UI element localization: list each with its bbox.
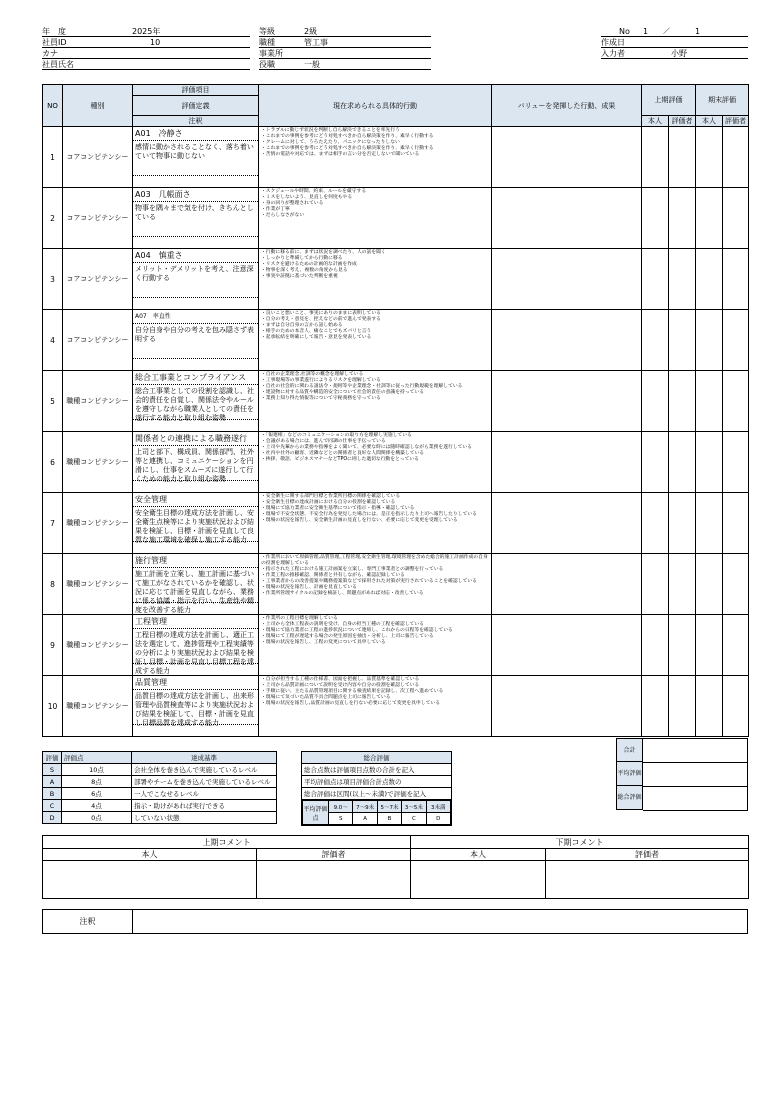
role-row bbox=[259, 59, 431, 70]
table-row bbox=[43, 188, 749, 249]
rating-grade: D bbox=[43, 812, 62, 824]
entry-row bbox=[601, 48, 748, 59]
row-item bbox=[133, 188, 259, 249]
rating-h-grade: 評価 bbox=[43, 752, 62, 764]
row-item bbox=[133, 310, 259, 371]
row-kind: コアコンピテンシー bbox=[63, 310, 133, 371]
no-slash: ／ bbox=[663, 27, 670, 35]
row-item bbox=[133, 432, 259, 493]
row-first-self[interactable] bbox=[642, 188, 669, 249]
summary-box bbox=[301, 751, 452, 826]
item-definition: 自分自身や自分の考えを包み隠さず表明する bbox=[135, 326, 254, 343]
row-first-evaluator[interactable] bbox=[669, 615, 696, 676]
rating-points: 8点 bbox=[62, 776, 132, 788]
col-def: 評価定義 bbox=[133, 96, 259, 116]
row-last-self[interactable] bbox=[696, 432, 723, 493]
rating-points: 6点 bbox=[62, 788, 132, 800]
comments-table bbox=[42, 835, 749, 899]
row-last-evaluator[interactable] bbox=[723, 432, 749, 493]
name-row bbox=[42, 59, 250, 70]
col-first-self: 本人 bbox=[642, 116, 669, 127]
header-left bbox=[42, 26, 250, 70]
avg-grade: A bbox=[353, 813, 377, 825]
row-first-evaluator[interactable] bbox=[669, 249, 696, 310]
item-title: A04 慎重さ bbox=[133, 249, 258, 263]
item-definition: 物事を隅々まで気を付け、きちんとしている bbox=[135, 204, 254, 221]
item-title: A01 冷静さ bbox=[133, 127, 258, 141]
item-title: 工程管理 bbox=[133, 615, 258, 629]
col-last-eval: 期末評価 bbox=[696, 85, 749, 116]
item-title: 安全管理 bbox=[133, 493, 258, 507]
row-value-behavior[interactable] bbox=[492, 371, 642, 432]
row-value-behavior[interactable] bbox=[492, 554, 642, 615]
rating-h-criteria: 達成基準 bbox=[132, 752, 277, 764]
total-value[interactable] bbox=[643, 739, 747, 763]
rating-criteria: 一人でこなせるレベル bbox=[132, 788, 277, 800]
row-value-behavior[interactable] bbox=[492, 615, 642, 676]
rating-points: 4点 bbox=[62, 800, 132, 812]
item-title: 総合工事業とコンプライアンス bbox=[133, 371, 258, 385]
row-current-behaviors: ・スケジュールや時間、約束、ルールを厳守する ・ミスをしないよう、見直しを何度もやる ・身の回りが整理されている ・作業が丁寧 ・だらしなさがない bbox=[259, 188, 492, 249]
last-self-comment[interactable] bbox=[411, 861, 546, 899]
year-row bbox=[42, 26, 250, 37]
job-label: 職種 bbox=[259, 38, 275, 47]
row-first-self[interactable] bbox=[642, 676, 669, 737]
row-value-behavior[interactable] bbox=[492, 310, 642, 371]
avg-label: 平均評価点 bbox=[303, 801, 329, 825]
row-value-behavior[interactable] bbox=[492, 676, 642, 737]
row-last-evaluator[interactable] bbox=[723, 249, 749, 310]
row-first-self[interactable] bbox=[642, 249, 669, 310]
table-row bbox=[43, 493, 749, 554]
row-no: 5 bbox=[43, 371, 63, 432]
rating-criteria: 指示・助けがあれば実行できる bbox=[132, 800, 277, 812]
item-title: 関係者との連携による職務遂行 bbox=[133, 432, 258, 446]
row-current-behaviors: ・作業所において原価管理,品質管理,工程管理,安全衛生管理,環境管理を含めた総合的施工計画作成の自身の役割を理解している ・指示された工程における施工計画案を立案し、専門工事業者との調整を行っている ・作業工程の推移確認、関係者と共有しながら、確認記録している ・工事業者からの改善提案や職務提案策などで採用された対策が実行されていることを確認している ・現場の状況を報告し、計画を見直している ・作業所管理サイクルの記録を検証し、問題点があれば対応・改善している bbox=[259, 554, 492, 615]
item-title: 品質管理 bbox=[133, 676, 258, 690]
summary-line-1: 総合点数は評価項目点数の合計を記入 bbox=[302, 764, 451, 776]
rating-criteria: 会社全体を巻き込んで実施しているレベル bbox=[132, 764, 277, 776]
avg-grade: C bbox=[402, 813, 426, 825]
avg-grade: S bbox=[329, 813, 353, 825]
row-no: 6 bbox=[43, 432, 63, 493]
score-side-values bbox=[643, 738, 748, 811]
rating-points: 10点 bbox=[62, 764, 132, 776]
table-row bbox=[43, 310, 749, 371]
row-item bbox=[133, 493, 259, 554]
row-first-self[interactable] bbox=[642, 554, 669, 615]
average-label: 平均評価 bbox=[616, 762, 643, 786]
table-row bbox=[43, 615, 749, 676]
name-label: 社員氏名 bbox=[42, 60, 74, 69]
rating-row bbox=[43, 788, 277, 800]
row-item bbox=[133, 249, 259, 310]
year-value: 2025年 bbox=[132, 27, 161, 36]
row-first-evaluator[interactable] bbox=[669, 188, 696, 249]
row-last-evaluator[interactable] bbox=[723, 676, 749, 737]
row-first-self[interactable] bbox=[642, 493, 669, 554]
row-current-behaviors: ・作業所の工程目標を理解している ・上司から全体工程表の説明を受け、自身の担当工種の工程を確認している ・現場にて協力業者に工程の進捗状況について連絡し、これからの日程等を確認している ・現場にて工程が遅延する場合の発生原因を抽出・分析し、上司に報告している ・現場の状況を報告し、工程の変更について具申している bbox=[259, 615, 492, 676]
role-label: 役職 bbox=[259, 60, 275, 69]
row-first-evaluator[interactable] bbox=[669, 554, 696, 615]
item-title: 施行管理 bbox=[133, 554, 258, 568]
row-no: 9 bbox=[43, 615, 63, 676]
row-first-evaluator[interactable] bbox=[669, 127, 696, 188]
header-right bbox=[601, 26, 748, 59]
col-last-self: 本人 bbox=[696, 116, 723, 127]
row-item bbox=[133, 676, 259, 737]
year-label: 年 度 bbox=[42, 27, 66, 36]
no-value: 1 bbox=[643, 27, 649, 36]
row-last-self[interactable] bbox=[696, 676, 723, 737]
office-row bbox=[259, 48, 431, 59]
item-definition: メリット・デメリットを考え、注意深く行動する bbox=[135, 265, 254, 282]
row-last-self[interactable] bbox=[696, 554, 723, 615]
first-self-comment[interactable] bbox=[43, 861, 257, 899]
col-value: バリューを発揮した行動、成果 bbox=[492, 85, 642, 127]
kana-label: カナ bbox=[42, 49, 58, 58]
office-label: 事業所 bbox=[259, 49, 283, 58]
row-current-behaviors: ・トラブルに動じず状況を判断し自ら解決できることを率先行う ・これまでの事例を参考にどう対処すべきか自ら解決策を作り、素早く行動する ・クレームに対して、うろたえたり、パニックになったりしない ・これまでの事例を参考にどう対処すべきか自ら解決策を作り、素早く行動する ・苦情の電話や対応では、まずは相手の言い分を否定しないで聞いている bbox=[259, 127, 492, 188]
col-note: 注釈 bbox=[133, 116, 259, 127]
row-kind: コアコンピテンシー bbox=[63, 188, 133, 249]
table-row bbox=[43, 127, 749, 188]
row-item bbox=[133, 371, 259, 432]
row-no: 3 bbox=[43, 249, 63, 310]
rating-body bbox=[43, 764, 277, 824]
empid-row bbox=[42, 37, 250, 48]
row-first-self[interactable] bbox=[642, 310, 669, 371]
table-row bbox=[43, 676, 749, 737]
row-last-evaluator[interactable] bbox=[723, 371, 749, 432]
row-first-self[interactable] bbox=[642, 371, 669, 432]
note-field[interactable] bbox=[133, 910, 748, 934]
avg-range: 3～5未 bbox=[402, 801, 426, 813]
rating-row bbox=[43, 764, 277, 776]
first-self-label: 本人 bbox=[43, 849, 257, 861]
row-current-behaviors: ・安全衛生に関する部門目標と作業所目標の関係を確認している ・安全衛生目標の達成計画における自分の役割を確認している ・現場にて協力業者に安全衛生基準について指示・指導・確認している ・現場で不安全状態、不安全行為を発見した場合には、是正を指示したり上司へ報告したりしている ・現場の状況を報告し、安全衛生計画の見直しを行ない、必要に応じて変更を受理している bbox=[259, 493, 492, 554]
first-evaluator-comment[interactable] bbox=[257, 861, 411, 899]
rating-h-points: 評価点 bbox=[62, 752, 132, 764]
avg-range: 3未満 bbox=[426, 801, 450, 813]
row-first-evaluator[interactable] bbox=[669, 371, 696, 432]
grade-row bbox=[259, 26, 431, 37]
item-note[interactable] bbox=[133, 175, 258, 185]
row-value-behavior[interactable] bbox=[492, 188, 642, 249]
row-item bbox=[133, 554, 259, 615]
overall-value[interactable] bbox=[643, 787, 747, 810]
rating-grade: A bbox=[43, 776, 62, 788]
row-last-self[interactable] bbox=[696, 493, 723, 554]
job-value: 管工事 bbox=[304, 38, 328, 47]
row-last-self[interactable] bbox=[696, 249, 723, 310]
rating-row bbox=[43, 776, 277, 788]
col-first-evaluator: 評価者 bbox=[669, 116, 696, 127]
table-row bbox=[43, 371, 749, 432]
no-row bbox=[601, 26, 748, 37]
row-kind: 職種コンピテンシー bbox=[63, 371, 133, 432]
row-kind: 職種コンピテンシー bbox=[63, 493, 133, 554]
avg-range: 9.0～ bbox=[329, 801, 353, 813]
avg-range: 7～9未 bbox=[353, 801, 377, 813]
item-note[interactable] bbox=[133, 297, 258, 307]
rating-row bbox=[43, 800, 277, 812]
row-first-evaluator[interactable] bbox=[669, 432, 696, 493]
row-current-behaviors: ・自社の企業理念,社訓等の概念を理解している ・工事現場等の事業遂行によりるリスクを理解している ・自社の社会的に関わる請法令・規則等や企業理念・社訓等に従った行動規範を理解している ・建設物に対する品質や構造的安全について社会的責任の意識を持っている ・業務上知り得た情報等について守秘義務を守っている bbox=[259, 371, 492, 432]
row-value-behavior[interactable] bbox=[492, 432, 642, 493]
row-first-self[interactable] bbox=[642, 127, 669, 188]
header-middle bbox=[259, 26, 431, 70]
row-first-evaluator[interactable] bbox=[669, 676, 696, 737]
item-definition: 感情に動かされることなく、落ち着いていて物事に動じない bbox=[135, 143, 254, 160]
row-no: 7 bbox=[43, 493, 63, 554]
rating-legend bbox=[42, 751, 277, 824]
entry-value: 小野 bbox=[671, 49, 687, 58]
row-item bbox=[133, 127, 259, 188]
row-current-behaviors: ・自分が担当する工種の仕様書、図面を把握し、品質基準を確認している ・上司から品質計画について説明を受け内容や自分の役割を確認している ・手順に従い、主たる品質管理項目に関する検査結果を記録し、次工程へ進めている ・現場にて気づいた品質不具合問題点を上司に報告している ・現場の状況を報告し,品質計画の見直しを行ない必要に応じて変更を具申している bbox=[259, 676, 492, 737]
col-kind: 種別 bbox=[63, 85, 133, 127]
role-value: 一般 bbox=[304, 60, 320, 69]
table-row bbox=[43, 249, 749, 310]
row-value-behavior[interactable] bbox=[492, 127, 642, 188]
avg-grade: B bbox=[377, 813, 401, 825]
average-value[interactable] bbox=[643, 763, 747, 787]
empid-value: 10 bbox=[150, 38, 161, 47]
note-table bbox=[42, 909, 748, 934]
col-last-evaluator: 評価者 bbox=[723, 116, 749, 127]
col-item: 評価項目 bbox=[133, 85, 259, 96]
first-evaluator-label: 評価者 bbox=[257, 849, 411, 861]
row-no: 1 bbox=[43, 127, 63, 188]
item-note[interactable] bbox=[133, 358, 258, 368]
summary-line-2: 平均評価点は項目評価合計点数の bbox=[302, 776, 451, 788]
empid-label: 社員ID bbox=[42, 38, 67, 47]
col-current: 現在求められる具体的行動 bbox=[259, 85, 492, 127]
entry-label: 入力者 bbox=[601, 49, 625, 58]
rating-points: 0点 bbox=[62, 812, 132, 824]
row-current-behaviors: ・行動に移る前に、まずは状況を調べたり、人の話を聞く ・しっかりと準備してから行動に移る ・リスクを避けるための計画的な計画を作成 ・物事を深く考え、複数の角度から見る ・事実や証拠に基づいた判断を重視 bbox=[259, 249, 492, 310]
item-definition: 上司と部下、構成員、関係部門、社外等と連携し、コミュニケーションを円滑にし、仕事をスムーズに遂行して行くための能力と取り組む姿勢 bbox=[135, 448, 254, 483]
row-item bbox=[133, 615, 259, 676]
row-value-behavior[interactable] bbox=[492, 493, 642, 554]
table-row bbox=[43, 432, 749, 493]
row-first-self[interactable] bbox=[642, 432, 669, 493]
rating-criteria: していない状態 bbox=[132, 812, 277, 824]
row-first-self[interactable] bbox=[642, 615, 669, 676]
rating-row bbox=[43, 812, 277, 824]
row-kind: 職種コンピテンシー bbox=[63, 554, 133, 615]
item-definition: 安全衛生目標の達成方法を計画し、安全衛生点検等により実施状況および結果を検証し、目標・計画を見直して良質な施工環境を確保し施工する能力 bbox=[135, 509, 254, 544]
summary-line-3: 総合評価は区間(以上～未満)で評価を記入 bbox=[302, 788, 451, 800]
col-first-eval: 上期評価 bbox=[642, 85, 696, 116]
row-no: 10 bbox=[43, 676, 63, 737]
row-last-evaluator[interactable] bbox=[723, 615, 749, 676]
no-label: No bbox=[619, 27, 630, 36]
item-definition: 工程目標の達成方法を計画し、適正工法を選定して、進捗管理や工程実績等の分析により実施状況および結果を検証し目標・計画を見直し目標工程を達成する能力 bbox=[135, 631, 254, 675]
item-title: A03 几帳面さ bbox=[133, 188, 258, 202]
row-last-self[interactable] bbox=[696, 615, 723, 676]
grade-label: 等級 bbox=[259, 27, 275, 36]
total-label: 合計 bbox=[616, 738, 643, 762]
row-no: 4 bbox=[43, 310, 63, 371]
item-definition: 品質目標の達成方法を計画し、出来形管理や品質検査等により実施状況および結果を検証して、目標・計画を見直し目標品質を達成する能力 bbox=[135, 692, 254, 727]
item-note[interactable] bbox=[133, 236, 258, 246]
rating-grade: C bbox=[43, 800, 62, 812]
average-grade-table bbox=[302, 800, 451, 825]
row-last-self[interactable] bbox=[696, 371, 723, 432]
created-label: 作成日 bbox=[601, 38, 625, 47]
rating-criteria: 部署やチームを巻き込んで実施しているレベル bbox=[132, 776, 277, 788]
row-last-self[interactable] bbox=[696, 127, 723, 188]
row-first-evaluator[interactable] bbox=[669, 493, 696, 554]
row-kind: 職種コンピテンシー bbox=[63, 676, 133, 737]
last-evaluator-label: 評価者 bbox=[546, 849, 749, 861]
first-comment-title: 上期コメント bbox=[43, 836, 411, 849]
no-total: 1 bbox=[695, 27, 701, 36]
row-last-self[interactable] bbox=[696, 310, 723, 371]
row-no: 8 bbox=[43, 554, 63, 615]
row-value-behavior[interactable] bbox=[492, 249, 642, 310]
evaluation-table bbox=[42, 84, 749, 737]
row-current-behaviors: ・良いこと悪いこと、事実にありのままに表明している ・自分の考え・意見を、控えなどの前で進んで発表する ・まずは自分自身の言から話し始める ・相手のための本音人、痛なことでもズバリと言う ・起承転結を明確にして報告・意見を発表している bbox=[259, 310, 492, 371]
row-kind: コアコンピテンシー bbox=[63, 249, 133, 310]
created-row bbox=[601, 37, 748, 48]
row-no: 2 bbox=[43, 188, 63, 249]
kana-row bbox=[42, 48, 250, 59]
item-definition: 施工計画を立案し、施工計画に基づいて施工がなされているかを確認し、状況に応じて計画を見直しながら、業務に係る協議・指示を行い、生産性や精度を改善する能力 bbox=[135, 570, 254, 614]
table-row bbox=[43, 554, 749, 615]
row-last-self[interactable] bbox=[696, 188, 723, 249]
row-kind: コアコンピテンシー bbox=[63, 127, 133, 188]
avg-range: 5～7未 bbox=[377, 801, 401, 813]
item-definition: 総合工事業としての役割を認識し、社会的責任を自覚し、関係法令やルールを遵守しながら職業人としての責任を遂行する能力と取り組む姿勢 bbox=[135, 387, 254, 422]
last-evaluator-comment[interactable] bbox=[546, 861, 749, 899]
rating-grade: B bbox=[43, 788, 62, 800]
row-last-evaluator[interactable] bbox=[723, 188, 749, 249]
table-body bbox=[43, 127, 749, 737]
row-last-evaluator[interactable] bbox=[723, 310, 749, 371]
row-last-evaluator[interactable] bbox=[723, 127, 749, 188]
avg-grade: D bbox=[426, 813, 450, 825]
row-first-evaluator[interactable] bbox=[669, 310, 696, 371]
job-row bbox=[259, 37, 431, 48]
item-title: A07 率直性 bbox=[133, 310, 258, 324]
row-kind: 職種コンピテンシー bbox=[63, 432, 133, 493]
row-kind: 職種コンピテンシー bbox=[63, 615, 133, 676]
rating-grade: S bbox=[43, 764, 62, 776]
col-no: NO bbox=[43, 85, 63, 127]
row-last-evaluator[interactable] bbox=[723, 493, 749, 554]
last-comment-title: 下期コメント bbox=[411, 836, 749, 849]
overall-label: 総合評価 bbox=[616, 786, 643, 810]
summary-title: 総合評価 bbox=[302, 752, 451, 764]
grade-value: 2級 bbox=[304, 27, 318, 36]
row-last-evaluator[interactable] bbox=[723, 554, 749, 615]
score-side-boxes bbox=[616, 738, 643, 810]
row-current-behaviors: ・「報連相」などのコミュニケーションの取り方を理解し実施している ・会議がある場合には、進んで同調の仕事を手伝っている ・上司や先輩からの業務や指導をよく聞いて、必要な時には随時確認しながら業務を遂行している ・社内や社外の顧客、近隣などとの関係者と良好な人間関係を構築している ・挨拶、敬語、ビジネスマナーなどTPOに則した適切な行動をとっている bbox=[259, 432, 492, 493]
note-label: 注釈 bbox=[43, 910, 133, 934]
last-self-label: 本人 bbox=[411, 849, 546, 861]
